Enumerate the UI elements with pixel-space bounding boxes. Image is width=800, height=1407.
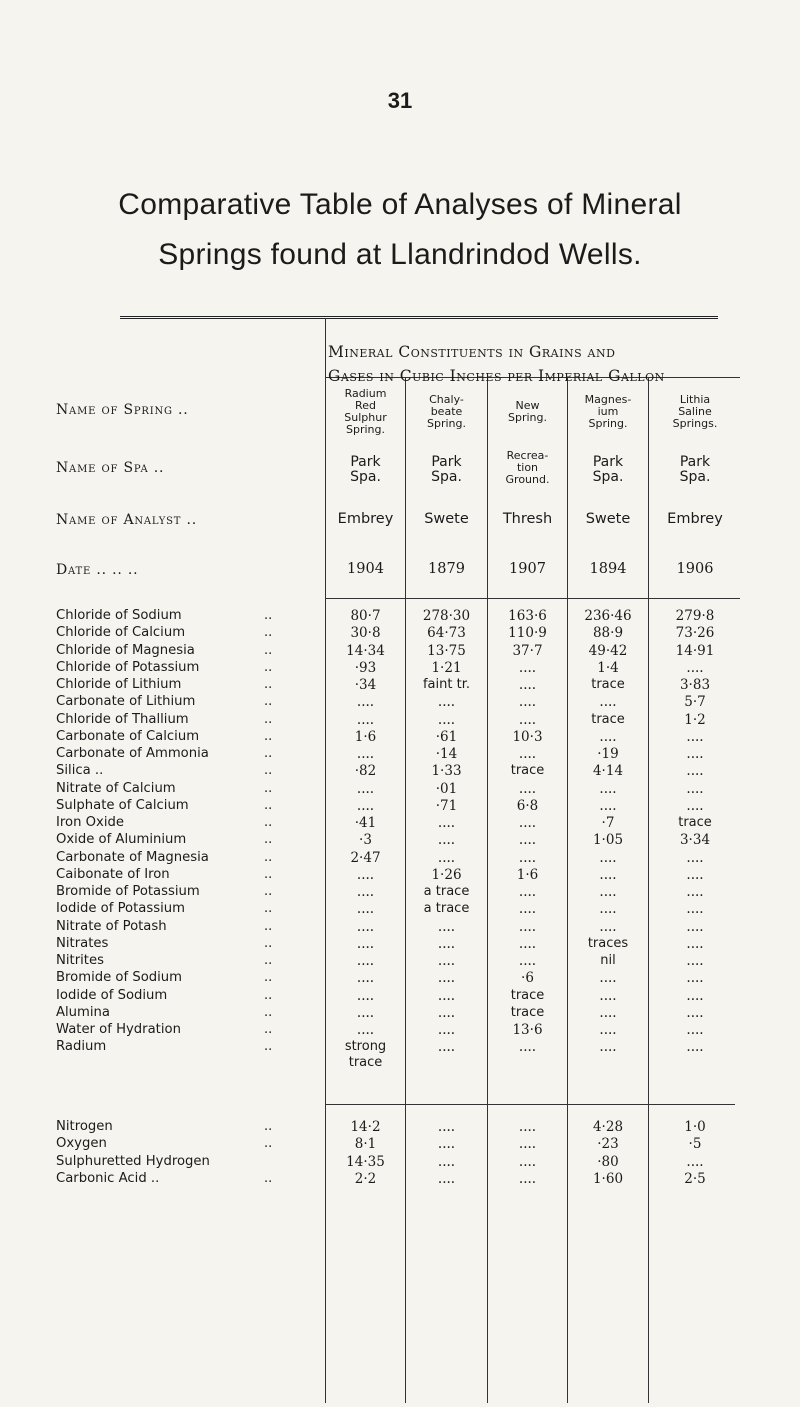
gas-row-value: ·5 (688, 1136, 702, 1153)
constituent-row-value: .... (599, 1039, 617, 1056)
constituent-row-value: .... (437, 694, 456, 711)
gas-row-value: 1·60 (592, 1170, 624, 1187)
constituent-row-label: Iodide of Sodium (56, 987, 168, 1003)
constituent-row-value: ·7 (601, 815, 615, 831)
constituent-row-value: 10·3 (512, 728, 543, 745)
leader-dots: .. (264, 780, 273, 796)
constituent-row-value: .... (437, 1039, 456, 1056)
spa-name-line: Spa. (350, 469, 381, 485)
constituent-row-value: ·01 (435, 780, 458, 797)
title-line-2: Springs found at Llandrindod Wells. (158, 238, 642, 271)
gas-row-value: .... (437, 1136, 456, 1153)
label-name-of-analyst: Name of Analyst .. (56, 512, 198, 528)
date-cell: 1879 (428, 561, 465, 577)
constituent-row-value: 3·83 (679, 677, 711, 693)
leader-dots: .. (264, 711, 273, 727)
leader-dots: .. (264, 797, 273, 813)
constituent-row-value: 13·6 (512, 1022, 543, 1038)
constituent-row-value: .... (686, 659, 704, 676)
gas-row-value: ·80 (597, 1153, 619, 1170)
constituent-row-value: .... (518, 659, 537, 676)
spring-name-line: Spring. (508, 411, 547, 424)
spring-name-line: Saline (678, 405, 712, 418)
spring-name-cell (406, 394, 487, 430)
leader-dots: .. (264, 815, 273, 830)
spring-name-line: Chaly- (429, 393, 464, 406)
leader-dots: .. (264, 659, 273, 675)
constituent-row-label: Chloride of Calcium (56, 625, 186, 641)
table-top-rule (120, 316, 718, 319)
gas-row-value: 1·0 (684, 1119, 706, 1135)
constituent-row-value: trace (591, 711, 625, 727)
spa-name-line: Spa. (592, 469, 624, 485)
leader-dots: .. (264, 884, 273, 899)
spring-name-cell (326, 388, 405, 436)
constituent-row-label: Alumina (56, 1004, 110, 1020)
constituent-row-value: .... (599, 780, 617, 797)
leader-dots: .. (264, 763, 273, 779)
constituent-row-value: .... (356, 797, 375, 814)
constituent-row-value: .... (518, 849, 537, 866)
constituent-row-value: ·61 (435, 728, 458, 745)
constituent-row-value: ·41 (354, 815, 377, 831)
spa-name-line: Ground. (505, 473, 550, 486)
constituent-row-value: .... (437, 987, 456, 1004)
spa-name-line: Park (679, 454, 711, 470)
constituent-row-value: trace (510, 763, 545, 779)
spa-name-cell (326, 455, 405, 485)
constituent-row-value: ·34 (354, 677, 377, 693)
constituent-row-value: .... (518, 746, 537, 762)
constituent-row-value: a trace (423, 901, 470, 917)
constituent-row-value: .... (686, 780, 704, 797)
constituent-row-value: .... (518, 711, 537, 728)
constituent-row-value: 5·7 (684, 694, 706, 711)
section-rule (325, 1104, 735, 1105)
spring-name-line: Lithia (679, 393, 711, 406)
constituent-row-value: 1·6 (354, 728, 377, 745)
constituent-row-value: 4·14 (592, 763, 624, 780)
analyst-name-cell: Swete (424, 511, 469, 527)
constituent-row-label: Nitrates (56, 935, 109, 951)
constituent-row-value: 37·7 (512, 642, 543, 659)
spring-name-line: Spring. (346, 423, 385, 436)
leader-dots: .. (264, 918, 273, 934)
gas-row-value: .... (518, 1136, 537, 1153)
constituent-row-value: .... (686, 1022, 704, 1038)
constituent-row-value: 64·73 (427, 625, 466, 642)
constituent-row-value: .... (686, 728, 704, 745)
constituent-row-value: .... (518, 918, 537, 935)
leader-dots: .. (264, 953, 273, 968)
constituent-row-value: .... (599, 866, 617, 883)
constituent-row-value: 1·21 (431, 659, 462, 676)
constituent-row-value: 1·6 (516, 866, 539, 883)
spa-name-line: Spa. (431, 469, 462, 485)
constituent-row-value: .... (599, 797, 617, 814)
constituent-row-value: .... (599, 1022, 617, 1038)
constituent-row-value: 1·05 (592, 832, 624, 849)
spring-name-line: Sulphur (344, 411, 387, 424)
gas-row-value: .... (437, 1119, 456, 1135)
constituent-row-label: Radium (56, 1039, 107, 1055)
constituent-row-value: .... (356, 987, 375, 1004)
constituent-row-value: traces (587, 935, 629, 951)
constituent-row-value: .... (437, 935, 456, 952)
constituent-row-value: .... (686, 746, 704, 762)
constituent-row-label: Chloride of Sodium (56, 608, 182, 623)
spa-name-line: Park (431, 454, 462, 470)
spa-name-cell (568, 455, 648, 485)
gas-row-value: .... (518, 1119, 537, 1135)
constituent-row-value: .... (437, 832, 456, 849)
analyst-name-cell: Embrey (667, 511, 723, 527)
spa-name-line: Park (350, 454, 381, 470)
spa-name-line: Spa. (679, 469, 711, 485)
gas-row-value: 4·28 (592, 1119, 624, 1135)
constituent-row-value: 279·8 (675, 608, 715, 624)
spring-name-line: beate (430, 405, 463, 418)
constituent-row-value: .... (356, 901, 375, 918)
spring-name-line: Spring. (427, 417, 466, 430)
constituent-row-value: 49·42 (588, 642, 628, 659)
leader-dots: .. (264, 608, 273, 623)
constituent-row-value: .... (599, 987, 617, 1004)
constituent-row-value: .... (686, 935, 704, 952)
constituent-row-label: Nitrate of Calcium (56, 780, 176, 796)
constituent-row-value: ·19 (597, 746, 619, 762)
constituent-row-value: 3·34 (679, 832, 711, 849)
constituent-row-label: Chloride of Thallium (56, 711, 189, 727)
constituent-row-value: .... (599, 884, 617, 900)
leader-dots: .. (264, 694, 273, 710)
constituent-row-value: ·14 (435, 746, 458, 762)
spring-name-line: Red (355, 399, 376, 412)
gas-row-value: .... (437, 1170, 456, 1187)
constituent-row-label: Iodide of Potassium (56, 901, 185, 917)
constituent-row-value: .... (356, 866, 375, 883)
value-line: strong (344, 1039, 387, 1055)
leader-dots: .. (264, 1004, 273, 1020)
header-bottom-rule (325, 598, 740, 599)
constituent-row-value: .... (518, 884, 537, 900)
leader-dots: .. (264, 866, 273, 882)
gas-row-value: 8·1 (354, 1136, 377, 1153)
constituent-row-value: nil (600, 953, 616, 968)
constituent-row-label: Bromide of Potassium (56, 884, 200, 899)
constituent-row-value: .... (686, 1039, 704, 1056)
constituent-row-value: ·82 (354, 763, 377, 780)
label-name-of-spring: Name of Spring .. (56, 402, 189, 418)
constituent-row-value: .... (437, 953, 456, 969)
constituent-row-value: trace (510, 987, 545, 1003)
constituent-row-value: 236·46 (584, 608, 632, 624)
gas-row-label: Sulphuretted Hydrogen (56, 1153, 210, 1169)
gas-row-label: Carbonic Acid .. (56, 1170, 160, 1186)
constituent-row-value: .... (686, 1004, 704, 1021)
constituent-row-value: .... (356, 1004, 375, 1021)
constituent-row-label: Water of Hydration (56, 1022, 181, 1037)
leader-dots: .. (264, 625, 273, 641)
constituent-row-value: trace (678, 815, 712, 830)
constituent-row-value: .... (599, 849, 617, 866)
spring-name-line: Magnes- (584, 393, 632, 406)
constituent-row-value: .... (518, 677, 537, 693)
leader-dots: .. (264, 832, 273, 848)
constituent-row-value: .... (437, 711, 456, 728)
constituent-row-value: 163·6 (508, 608, 547, 624)
constituent-row-value: .... (518, 901, 537, 918)
constituent-row-value: trace (591, 677, 625, 692)
leader-dots: .. (264, 1039, 273, 1055)
constituent-row-value: .... (686, 970, 704, 987)
constituent-row-value: .... (599, 970, 617, 987)
constituent-row-value: .... (686, 901, 704, 918)
constituent-row-value: .... (356, 694, 375, 711)
constituent-row-value: .... (518, 815, 537, 831)
constituent-row-value: 1·4 (597, 659, 619, 676)
leader-dots: .. (264, 1119, 273, 1134)
gas-row-value: 2·2 (354, 1170, 377, 1187)
constituent-row-value: 30·8 (350, 625, 381, 642)
leader-dots: .. (264, 746, 273, 761)
constituent-row-value: .... (518, 935, 537, 952)
constituent-row-value: .... (437, 849, 456, 866)
date-cell: 1906 (676, 561, 714, 577)
spa-name-line: Park (592, 454, 624, 470)
mineral-constituents-header (328, 340, 748, 388)
spa-name-cell (488, 450, 567, 486)
constituent-row-value: .... (518, 953, 537, 969)
constituent-row-label: Bromide of Sodium (56, 970, 183, 986)
constituent-row-value: ·6 (521, 970, 534, 987)
constituent-row-label: Nitrites (56, 953, 104, 968)
constituent-row-value: .... (686, 763, 704, 780)
gas-row-value: ·23 (597, 1136, 619, 1153)
constituent-row-value: 73·26 (675, 625, 715, 642)
constituent-row-label: Chloride of Lithium (56, 677, 182, 692)
constituent-row-value: a trace (423, 884, 470, 899)
constituent-row-value: 1·2 (684, 711, 706, 728)
constituent-row-value: 1·26 (431, 866, 462, 883)
constituent-row-value: faint tr. (422, 677, 470, 692)
constituent-row-value: .... (686, 918, 704, 935)
constituent-row-label: Oxide of Aluminium (56, 832, 187, 848)
gas-row-value: 14·2 (350, 1119, 381, 1135)
constituent-row-value: .... (437, 970, 456, 987)
spring-name-cell (649, 394, 741, 430)
gas-row-value: 2·5 (684, 1170, 706, 1187)
gas-row-label: Oxygen (56, 1136, 107, 1152)
gas-row-value: .... (518, 1170, 537, 1187)
constituent-row-value: .... (356, 953, 375, 969)
leader-dots: .. (264, 987, 273, 1003)
title-line-1: Comparative Table of Analyses of Mineral (118, 188, 682, 221)
constituent-row-value: 14·34 (346, 642, 385, 659)
leader-dots: .. (264, 1136, 273, 1152)
date-cell: 1904 (347, 561, 384, 577)
date-cell: 1907 (509, 561, 546, 577)
leader-dots: .. (264, 970, 273, 986)
spa-name-cell (406, 455, 487, 485)
leader-dots: .. (264, 849, 273, 865)
constituent-row-label: Chloride of Potassium (56, 659, 200, 675)
constituent-row-value: .... (356, 746, 375, 762)
analyst-name-cell: Embrey (337, 511, 394, 527)
spa-name-line: Recrea- (506, 449, 549, 462)
constituent-row-value: .... (599, 728, 617, 745)
constituent-row-value: .... (686, 884, 704, 900)
page-title (0, 180, 800, 280)
spring-name-line: Springs. (672, 417, 718, 430)
constituent-row-value: .... (437, 918, 456, 935)
leader-dots: .. (264, 935, 273, 951)
constituent-row-value: .... (518, 1039, 537, 1056)
constituent-row-value: 6·8 (516, 797, 539, 814)
constituent-row-value: .... (686, 953, 704, 969)
leader-dots: .. (264, 677, 273, 692)
label-name-of-spa: Name of Spa .. (56, 460, 165, 476)
leader-dots: .. (264, 642, 273, 658)
constituent-row-label: Silica .. (56, 763, 104, 779)
spring-name-line: ium (597, 405, 619, 418)
spa-name-line: tion (516, 461, 539, 474)
gas-row-value: .... (518, 1153, 537, 1170)
constituent-row-value: .... (599, 1004, 617, 1021)
constituent-row-value: ·93 (354, 659, 377, 676)
constituent-row-value: ·3 (359, 832, 372, 849)
constituent-row-value: .... (599, 901, 617, 918)
constituent-row-value: ·71 (435, 797, 458, 814)
constituent-row-label: Carbonate of Magnesia (56, 849, 209, 865)
constituent-row-value: .... (686, 849, 704, 866)
gas-row-value: 14·35 (346, 1153, 385, 1170)
constituent-row-value: .... (437, 1004, 456, 1021)
leader-dots: .. (264, 1170, 273, 1186)
constituent-row-value: 110·9 (508, 625, 547, 642)
leader-dots: .. (264, 728, 273, 744)
date-cell: 1894 (589, 561, 627, 577)
value-line: trace (348, 1055, 383, 1071)
constituent-row-value: .... (686, 866, 704, 883)
constituent-row-label: Caibonate of Iron (56, 866, 170, 882)
spring-name-line: Radium (344, 387, 387, 400)
constituent-row-value: .... (599, 694, 617, 711)
header-line-1: Mineral Constituents in Grains and (328, 343, 616, 361)
constituent-row-label: Carbonate of Ammonia (56, 746, 209, 761)
constituent-row-value (326, 1039, 405, 1071)
constituent-row-value: .... (356, 884, 375, 900)
spa-name-cell (649, 455, 741, 485)
analyst-name-cell: Swete (585, 511, 631, 527)
label-date: Date .. .. .. (56, 562, 139, 578)
constituent-row-value: .... (356, 780, 375, 797)
gas-row-value: .... (437, 1153, 456, 1170)
constituent-row-value: .... (686, 797, 704, 814)
leader-dots: .. (264, 1022, 273, 1037)
constituent-row-value: .... (356, 970, 375, 987)
constituent-row-value: .... (599, 918, 617, 935)
constituent-row-value: .... (437, 1022, 456, 1038)
constituent-row-value: .... (437, 815, 456, 831)
constituent-row-label: Iron Oxide (56, 815, 124, 830)
spring-name-line: New (515, 399, 540, 412)
constituent-row-value: .... (356, 1022, 375, 1038)
constituent-row-label: Nitrate of Potash (56, 918, 167, 934)
constituent-row-value: .... (518, 832, 537, 849)
spring-name-line: Spring. (588, 417, 628, 430)
gas-row-value: .... (686, 1153, 704, 1170)
constituent-row-value: 14·91 (675, 642, 715, 659)
page-number: 31 (387, 88, 413, 113)
leader-dots: .. (264, 901, 273, 917)
constituent-row-value: .... (356, 918, 375, 935)
constituent-row-label: Chloride of Magnesia (56, 642, 195, 658)
constituent-row-value: trace (510, 1004, 545, 1020)
constituent-row-label: Sulphate of Calcium (56, 797, 189, 813)
constituent-row-value: .... (518, 780, 537, 797)
spring-name-cell (488, 400, 567, 424)
header-line-2: Gases in Cubic Inches per Imperial Gallon (328, 367, 665, 385)
constituent-row-value: 88·9 (592, 625, 624, 642)
constituent-row-value: .... (518, 694, 537, 711)
constituent-row-label: Carbonate of Lithium (56, 694, 196, 710)
constituent-row-value: 13·75 (427, 642, 466, 659)
analyst-name-cell: Thresh (502, 511, 553, 527)
constituent-row-label: Carbonate of Calcium (56, 728, 200, 744)
constituent-row-value: .... (356, 935, 375, 952)
gas-row-label: Nitrogen (56, 1119, 113, 1134)
constituent-row-value: .... (356, 711, 375, 728)
constituent-row-value: 2·47 (350, 849, 381, 866)
constituent-row-value: 80·7 (350, 608, 381, 624)
constituent-row-value: 278·30 (422, 608, 471, 624)
spring-name-cell (568, 394, 648, 430)
constituent-row-value: .... (686, 987, 704, 1004)
constituent-row-value: 1·33 (431, 763, 462, 780)
